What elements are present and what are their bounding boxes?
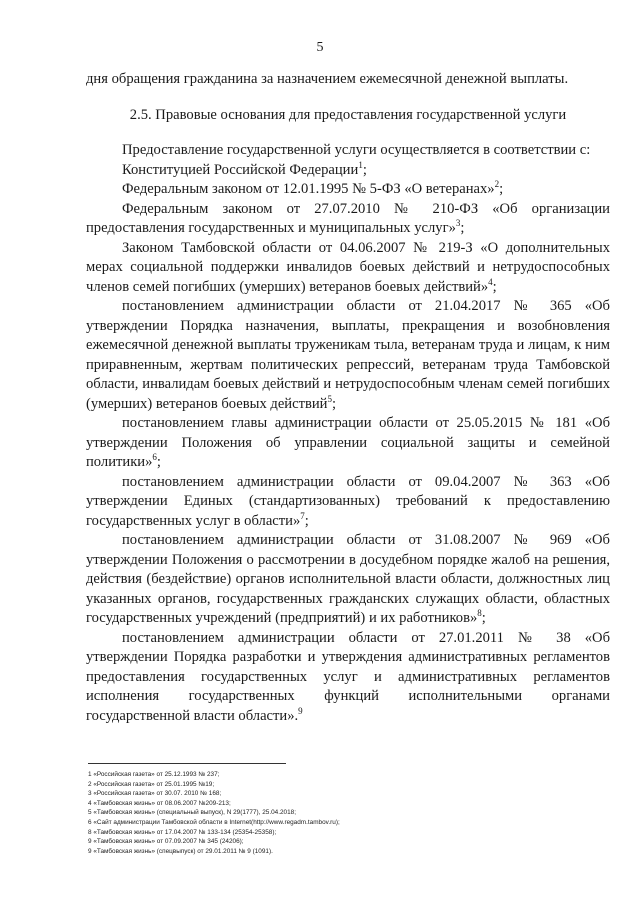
document-body: [86, 70, 610, 726]
item-text: постановлением администрации области от 27.01.2011 № 38 «Об утверждении Порядка разработки и утверждения административных регламентов предоставления государственных услуг и административных регламентов исполнения государственных функций исполнительными органами государственной власти области».: [86, 629, 610, 724]
item-text: постановлением администрации области от 31.08.2007 № 969 «Об утверждении Положения о рассмотрении в досудебном порядке жалоб на решения, действия (бездействие) органов исполнительной власти области, должностных лиц указанных органов, государственных гражданских служащих области, областных государственных учреждений (предприятий) и их работников»: [86, 532, 610, 626]
item-text: постановлением администрации области от 09.04.2007 № 363 «Об утверждении Единых (стандартизованных) требований к предоставлению государственных услуг в области»: [86, 473, 610, 529]
footnote-ref: 1: [358, 159, 363, 170]
lead-line: дня обращения гражданина за назначением ежемесячной денежной выплаты.: [86, 71, 569, 87]
legal-basis-item: [86, 297, 610, 414]
footnotes: [88, 770, 608, 856]
legal-basis-item: [86, 629, 610, 727]
item-tail: ;: [481, 610, 486, 626]
footnote: 3 «Российская газета» от 30.07. 2010 № 168;: [88, 790, 222, 798]
legal-basis-item: [86, 200, 610, 239]
footnote: 1 «Российская газета» от 25.12.1993 № 237;: [88, 771, 220, 778]
footnote-ref: 5: [327, 393, 332, 404]
legal-basis-item: [86, 161, 610, 181]
item-text: Федеральным законом от 27.07.2010 № 210-ФЗ «Об организации предоставления государственных и муниципальных услуг»: [86, 200, 610, 236]
footnote-ref: 3: [455, 218, 461, 229]
legal-basis-item: [86, 414, 610, 473]
footnote: 6 «Сайт администрации Тамбовской области в Internet(http://www.regadm.tambov.ru);: [88, 818, 340, 826]
legal-basis-item: [86, 531, 610, 629]
item-tail: ;: [331, 395, 337, 412]
item-text: постановлением главы администрации области от 25.05.2015 № 181 «Об утверждении Положения об управлении социальной защиты и семейной политики»: [86, 415, 610, 470]
footnote-divider: [88, 763, 286, 764]
item-text: Законом Тамбовской области от 04.06.2007 № 219-З «О дополнительных мерах социальной поддержки инвалидов боевых действий и нетрудоспособных членов семей погибших (умерших) ветеранов боевых действий»: [86, 239, 610, 295]
item-tail: ;: [362, 161, 367, 178]
footnote-ref: 4: [488, 276, 493, 287]
item-text: постановлением администрации области от 21.04.2017 № 365 «Об утверждении Порядка назначения, выплаты, прекращения и возобновления ежемесячной денежной выплаты труженикам тыла, ветеранам труда и лицам, к ним приравненным, жертвам политических репрессий, ветеранам труда Тамбовской области, инвалидам боевых действий и нетрудоспособным членам семей погибших (умерших) ветеранов боевых действий: [86, 298, 610, 412]
footnote: 4 «Тамбовская жизнь» от 08.06.2007 №209-213;: [88, 799, 231, 807]
footnote-ref: 2: [494, 179, 500, 190]
footnote: 2 «Российская газета» от 25.01.1995 №19;: [88, 780, 215, 788]
footnote: 9 «Тамбовская жизнь» от 07.09.2007 № 345 (24206);: [88, 838, 244, 846]
item-tail: ;: [492, 278, 497, 295]
footnote-ref: 7: [300, 510, 305, 521]
legal-basis-item: [86, 473, 610, 532]
footnote-ref: 8: [477, 608, 482, 619]
page-number: 5: [316, 40, 324, 55]
item-tail: ;: [499, 181, 504, 197]
intro-paragraph: Предоставление государственной услуги осуществляется в соответствии с:: [122, 142, 591, 158]
legal-basis-item: [86, 180, 610, 200]
footnote: 9 «Тамбовская жизнь» (спецвыпуск) от 29.01.2011 № 9 (1091).: [88, 847, 273, 855]
item-text: Федеральным законом от 12.01.1995 № 5-ФЗ «О ветеранах»: [122, 181, 495, 197]
item-tail: ;: [304, 512, 309, 529]
item-text: Конституцией Российской Федерации: [122, 161, 359, 178]
item-tail: ;: [156, 454, 161, 470]
footnote-ref: 6: [152, 452, 157, 463]
footnote-ref: 9: [298, 705, 303, 716]
footnote: 5 «Тамбовская жизнь» (специальный выпуск), N 29(1777), 25.04.2018;: [88, 809, 296, 817]
item-tail: ;: [460, 220, 465, 236]
section-title: 2.5. Правовые основания для предоставления государственной услуги: [129, 106, 567, 123]
legal-basis-item: [86, 239, 610, 298]
footnote: 8 «Тамбовская жизнь» от 17.04.2007 № 133-134 (25354-25358);: [88, 828, 277, 836]
